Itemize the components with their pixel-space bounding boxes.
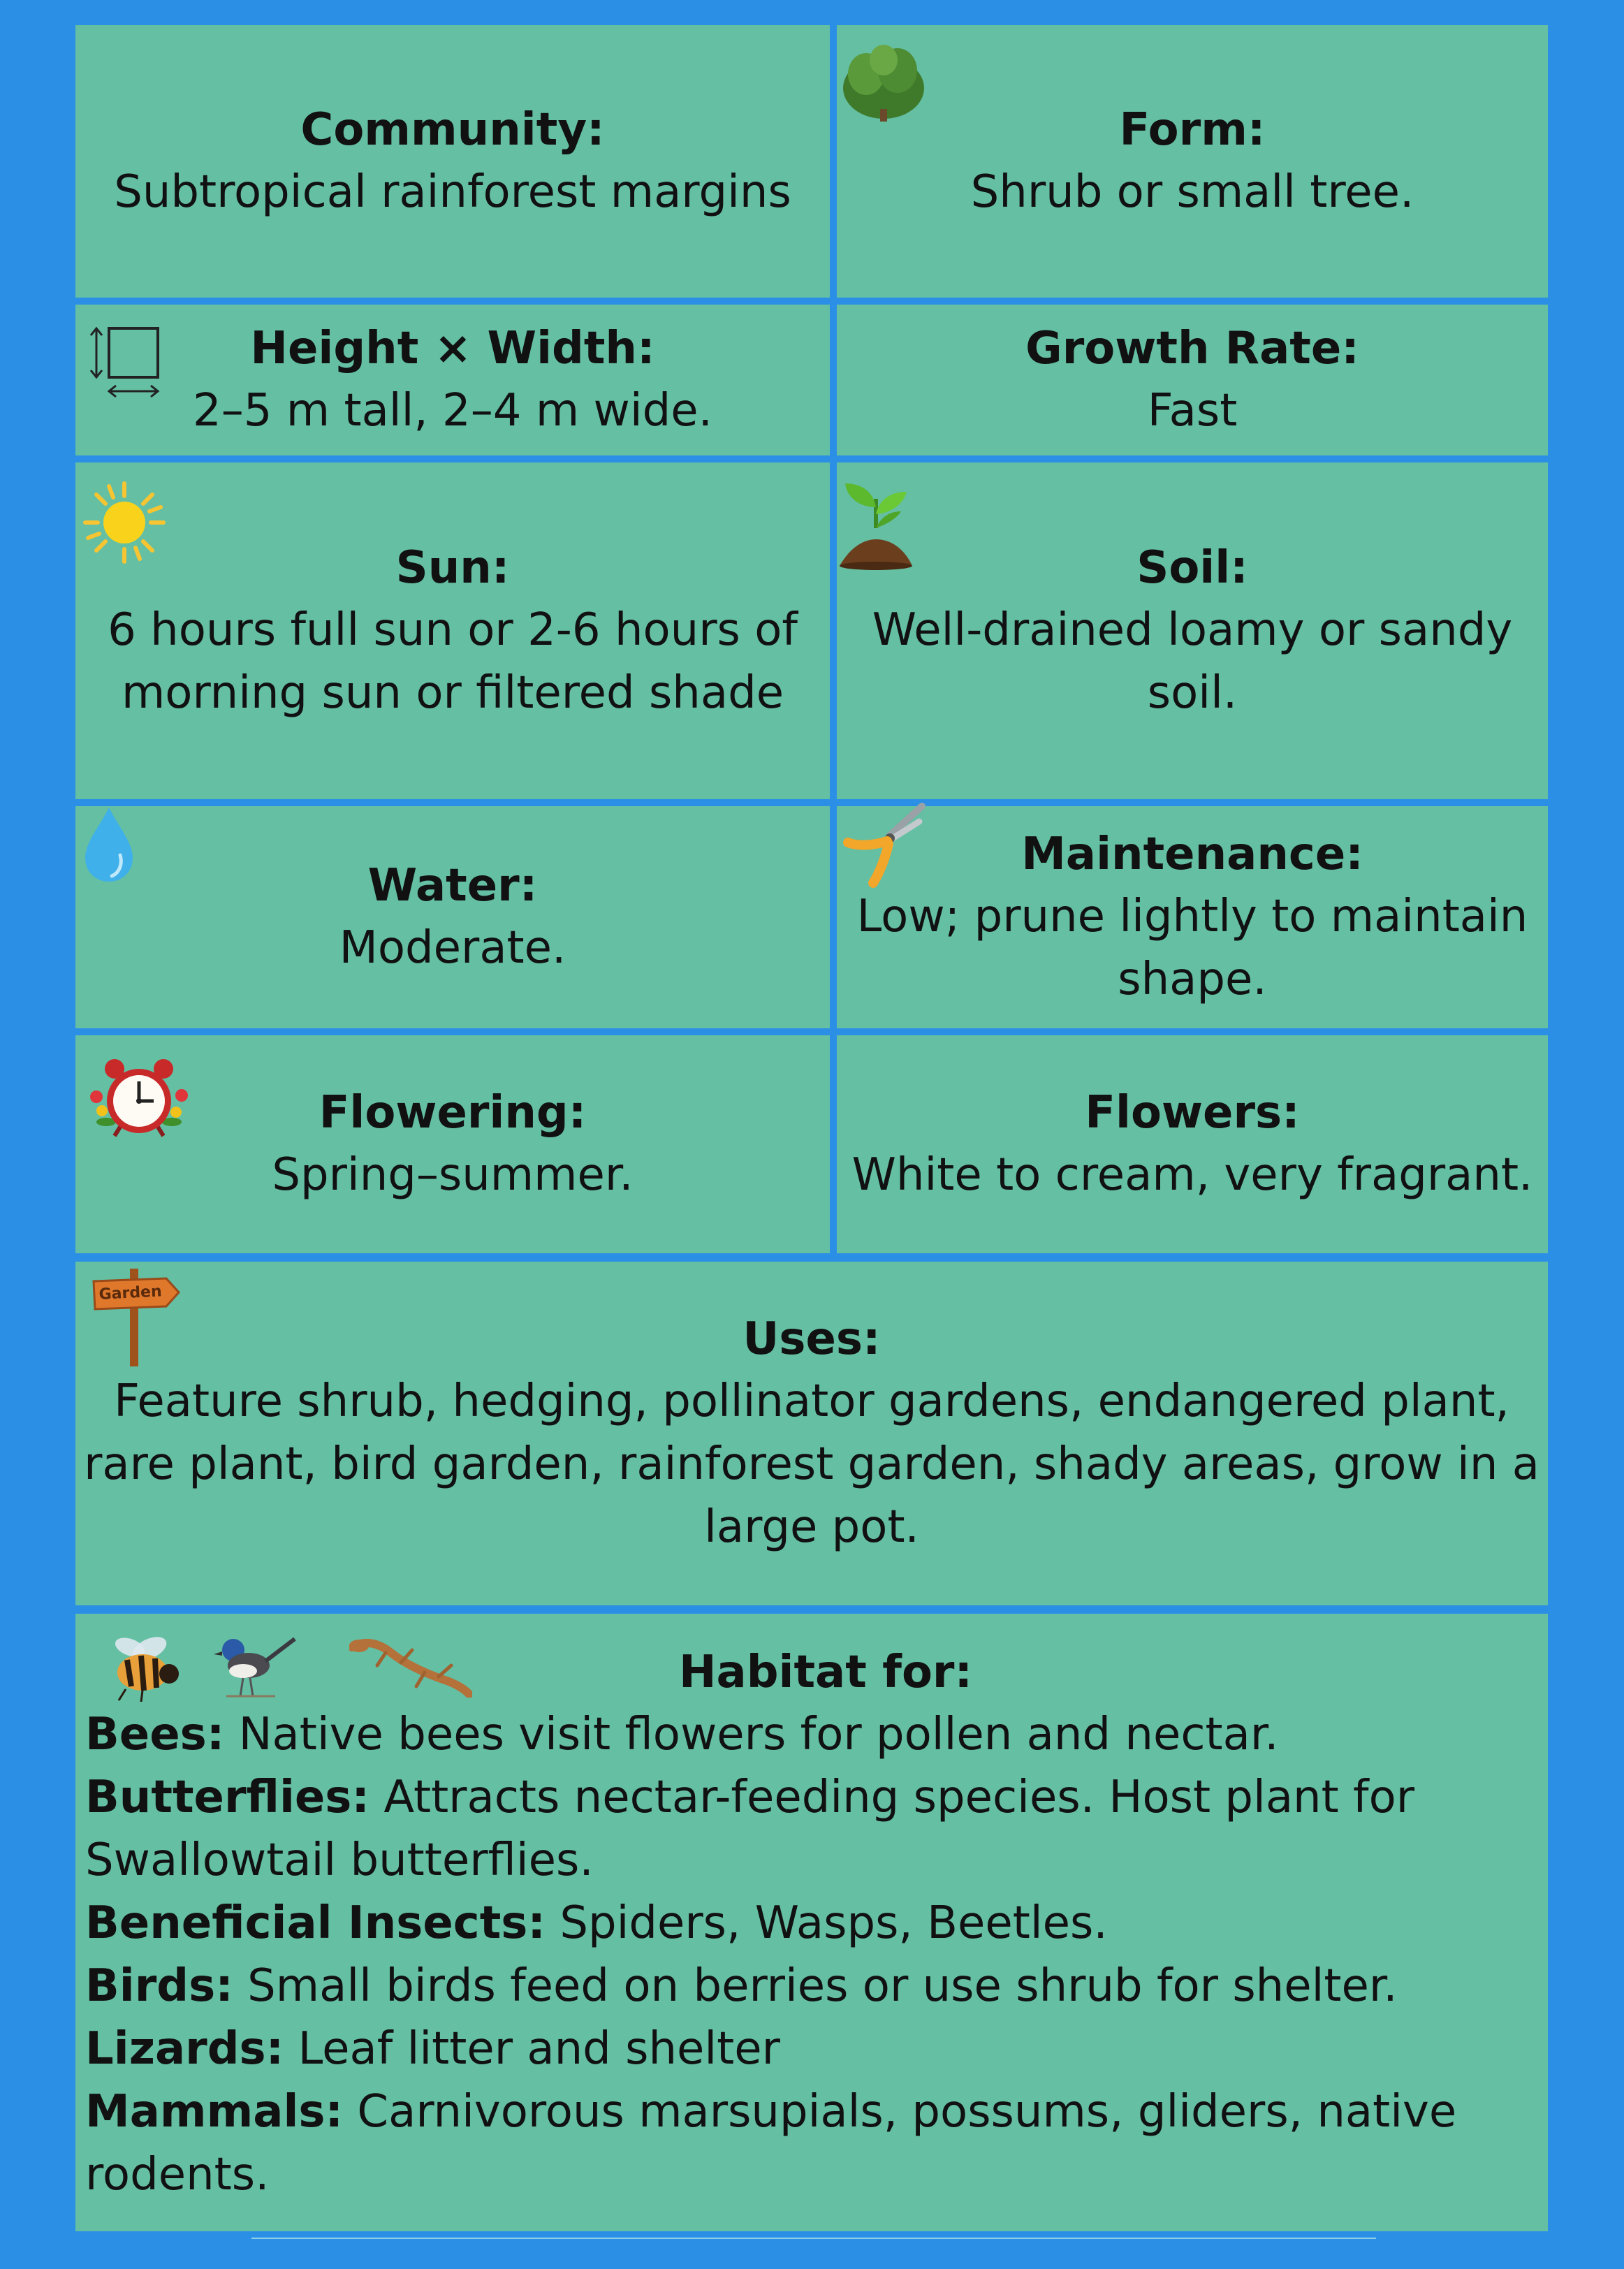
growth-cell — [837, 305, 1548, 455]
maintenance-value-line-1: Low; prune lightly to maintain — [856, 891, 1528, 942]
habitat-item-lizards: Lizards: Leaf litter and shelter — [85, 2023, 780, 2075]
sun-cell — [75, 462, 830, 799]
uses-value-line-2: rare plant, bird garden, rainforest garden, shady areas, grow in a — [84, 1438, 1539, 1490]
maintenance-title: Maintenance: — [1021, 829, 1363, 880]
soil-cell — [837, 462, 1548, 799]
bird-icon — [212, 1629, 296, 1702]
sun-value-line-1: 6 hours full sun or 2-6 hours of — [108, 604, 798, 656]
alarm-clock-flowers-icon — [87, 1055, 191, 1139]
uses-cell — [75, 1262, 1548, 1605]
form-title: Form: — [1119, 104, 1266, 156]
uses-value-line-1: Feature shrub, hedging, pollinator gardens, endangered plant, — [114, 1376, 1509, 1427]
flowers-cell — [837, 1035, 1548, 1253]
shrub-icon — [838, 39, 929, 123]
soil-value-line-2: soil. — [1147, 667, 1238, 719]
habitat-item-butterflies: Butterflies: Attracts nectar-feeding species. Host plant for — [85, 1772, 1415, 1823]
bee-icon — [103, 1629, 184, 1702]
sun-value-line-2: morning sun or filtered shade — [121, 667, 784, 719]
habitat-item-beneficial-insects: Beneficial Insects: Spiders, Wasps, Beetles. — [85, 1897, 1108, 1949]
soil-title: Soil: — [1136, 542, 1248, 594]
size-value: 2–5 m tall, 2–4 m wide. — [193, 385, 712, 437]
garden-sign-text: Garden — [98, 1283, 163, 1304]
pruning-shears-icon — [841, 801, 929, 889]
maintenance-value-line-2: shape. — [1118, 954, 1267, 1005]
community-title: Community: — [300, 104, 605, 156]
habitat-item-bees: Bees: Native bees visit flowers for pollen and nectar. — [85, 1709, 1279, 1760]
flowers-title: Flowers: — [1085, 1087, 1300, 1139]
growth-value: Fast — [1147, 385, 1238, 437]
water-title: Water: — [367, 860, 538, 912]
habitat-item-mammals: Mammals: Carnivorous marsupials, possums, gliders, native — [85, 2086, 1457, 2138]
habitat-cell — [75, 1614, 1548, 2231]
flowering-title: Flowering: — [319, 1087, 587, 1139]
habitat-item-mammals-cont: rodents. — [85, 2149, 270, 2201]
flowering-cell — [75, 1035, 830, 1253]
soil-value-line-1: Well-drained loamy or sandy — [872, 604, 1513, 656]
maintenance-cell — [837, 806, 1548, 1028]
habitat-item-birds: Birds: Small birds feed on berries or use shrub for shelter. — [85, 1960, 1398, 2012]
community-cell — [75, 25, 830, 298]
bottom-divider — [251, 2238, 1376, 2239]
garden-sign-icon — [88, 1266, 183, 1368]
habitat-title: Habitat for: — [678, 1647, 973, 1698]
size-title: Height × Width: — [250, 323, 655, 374]
size-cell — [75, 305, 830, 455]
habitat-item-butterflies-cont: Swallowtail butterflies. — [85, 1834, 594, 1886]
dimensions-icon — [84, 324, 162, 402]
uses-title: Uses: — [742, 1313, 881, 1365]
seedling-icon — [837, 479, 915, 570]
growth-title: Growth Rate: — [1025, 323, 1359, 374]
water-drop-icon — [84, 806, 134, 883]
community-value: Subtropical rainforest margins — [114, 166, 791, 218]
water-value: Moderate. — [339, 922, 566, 974]
sun-icon — [82, 481, 166, 564]
form-value: Shrub or small tree. — [970, 166, 1414, 218]
sun-title: Sun: — [395, 542, 510, 594]
form-cell — [837, 25, 1548, 298]
uses-value-line-3: large pot. — [704, 1501, 919, 1553]
flowers-value: White to cream, very fragrant. — [851, 1149, 1533, 1201]
water-cell — [75, 806, 830, 1028]
flowering-value: Spring–summer. — [272, 1149, 634, 1201]
lizard-icon — [349, 1635, 472, 1698]
